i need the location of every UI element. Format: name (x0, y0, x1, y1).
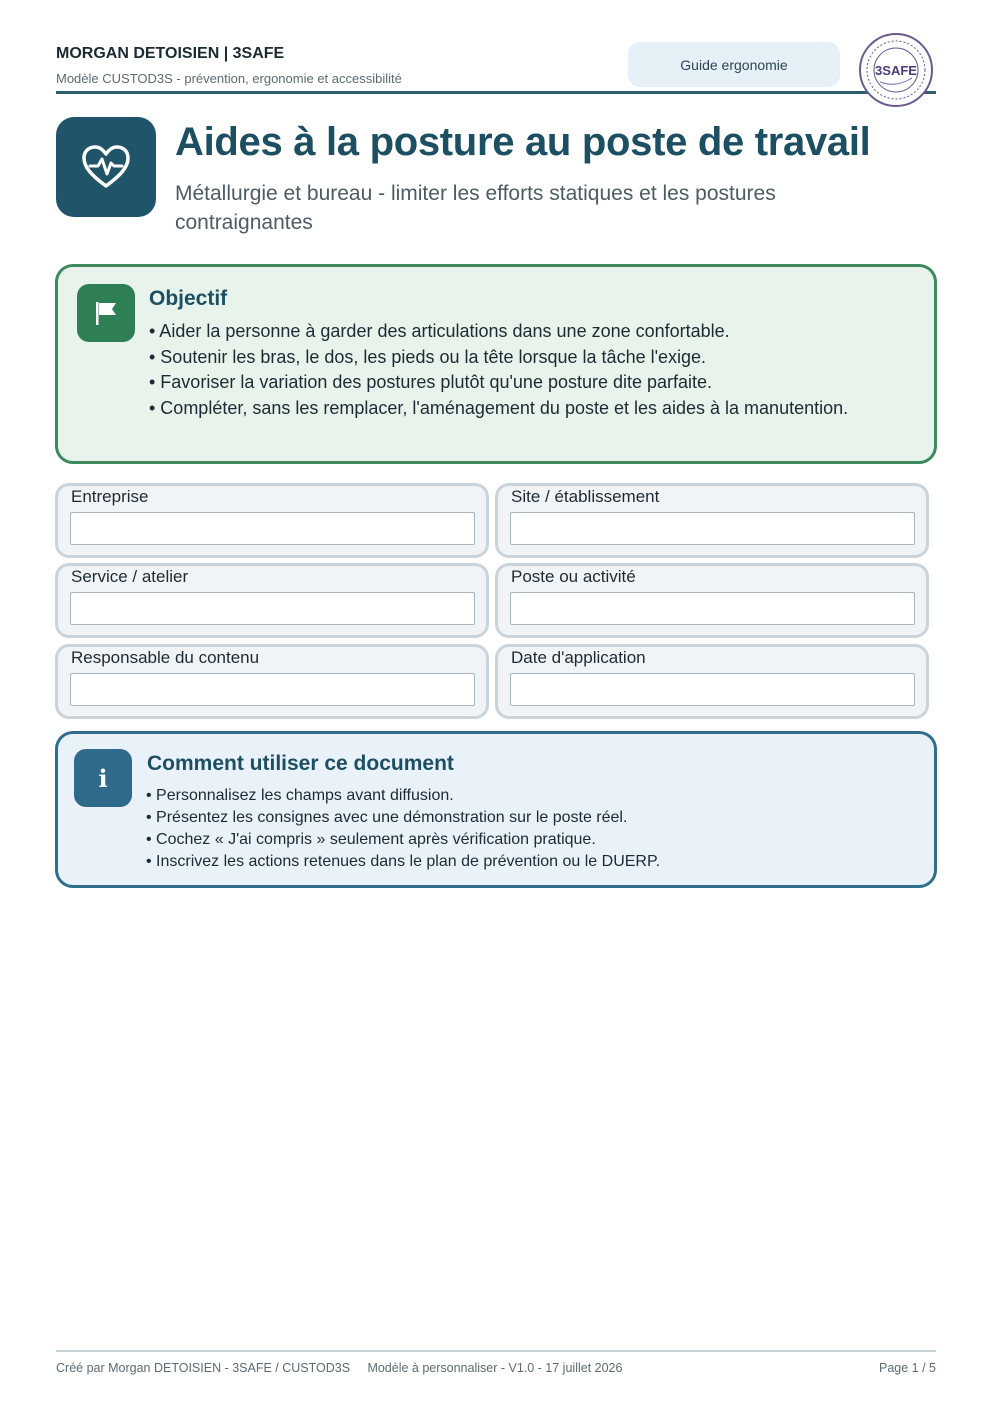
guide-badge: Guide ergonomie (628, 42, 840, 87)
field-date (495, 644, 929, 719)
entreprise-input[interactable] (70, 512, 475, 545)
field-label: Site / établissement (511, 487, 660, 506)
field-label: Entreprise (71, 487, 149, 506)
field-label: Date d'application (511, 648, 646, 667)
list-item: • Favoriser la variation des postures plutôt qu'une posture dite parfaite. (149, 372, 713, 392)
model-line: Modèle CUSTOD3S - prévention, ergonomie et accessibilité (56, 71, 402, 86)
service-input[interactable] (70, 592, 475, 625)
objective-title: Objectif (149, 287, 228, 310)
list-item: • Personnalisez les champs avant diffusion. (146, 787, 454, 804)
field-label: Service / atelier (71, 567, 189, 586)
info-icon: i (74, 749, 132, 807)
page-header (56, 40, 936, 94)
field-entreprise (55, 483, 489, 558)
date-input[interactable] (510, 673, 915, 706)
info-title: Comment utiliser ce document (147, 752, 454, 775)
usage-info-panel (55, 731, 937, 888)
field-label: Responsable du contenu (71, 648, 260, 667)
list-item: • Présentez les consignes avec une démonstration sur le poste réel. (146, 809, 628, 826)
page-number: Page 1 / 5 (879, 1361, 936, 1375)
3safe-seal-logo (858, 32, 934, 108)
info-list (146, 785, 906, 873)
page-footer (56, 1350, 936, 1390)
list-item: • Cochez « J'ai compris » seulement après vérification pratique. (146, 831, 596, 848)
objective-panel (55, 264, 937, 464)
brand-name: MORGAN DETOISIEN | 3SAFE (56, 45, 285, 62)
field-poste (495, 563, 929, 638)
flag-icon (77, 284, 135, 342)
poste-input[interactable] (510, 592, 915, 625)
field-responsable (55, 644, 489, 719)
field-label: Poste ou activité (511, 567, 636, 586)
page-title: Aides à la posture au poste de travail (175, 120, 871, 164)
footer-credits: Créé par Morgan DETOISIEN - 3SAFE / CUSTOD3S Modèle à personnaliser - V1.0 - 17 juillet 2026 (56, 1361, 623, 1375)
svg-text:3SAFE: 3SAFE (875, 63, 917, 78)
objective-list (149, 319, 849, 421)
list-item: • Compléter, sans les remplacer, l'aménagement du poste et les aides à la manutention. (149, 397, 849, 418)
page-subtitle: Métallurgie et bureau - limiter les efforts statiques et les postures contraignantes (175, 182, 776, 234)
list-item: • Soutenir les bras, le dos, les pieds ou la tête lorsque la tâche l'exige. (149, 346, 707, 367)
site-input[interactable] (510, 512, 915, 545)
field-service (55, 563, 489, 638)
list-item: • Aider la personne à garder des articulations dans une zone confortable. (149, 321, 730, 341)
heart-pulse-icon (56, 117, 156, 217)
responsable-input[interactable] (70, 673, 475, 706)
list-item: • Inscrivez les actions retenues dans le plan de prévention ou le DUERP. (146, 853, 661, 870)
field-site (495, 483, 929, 558)
